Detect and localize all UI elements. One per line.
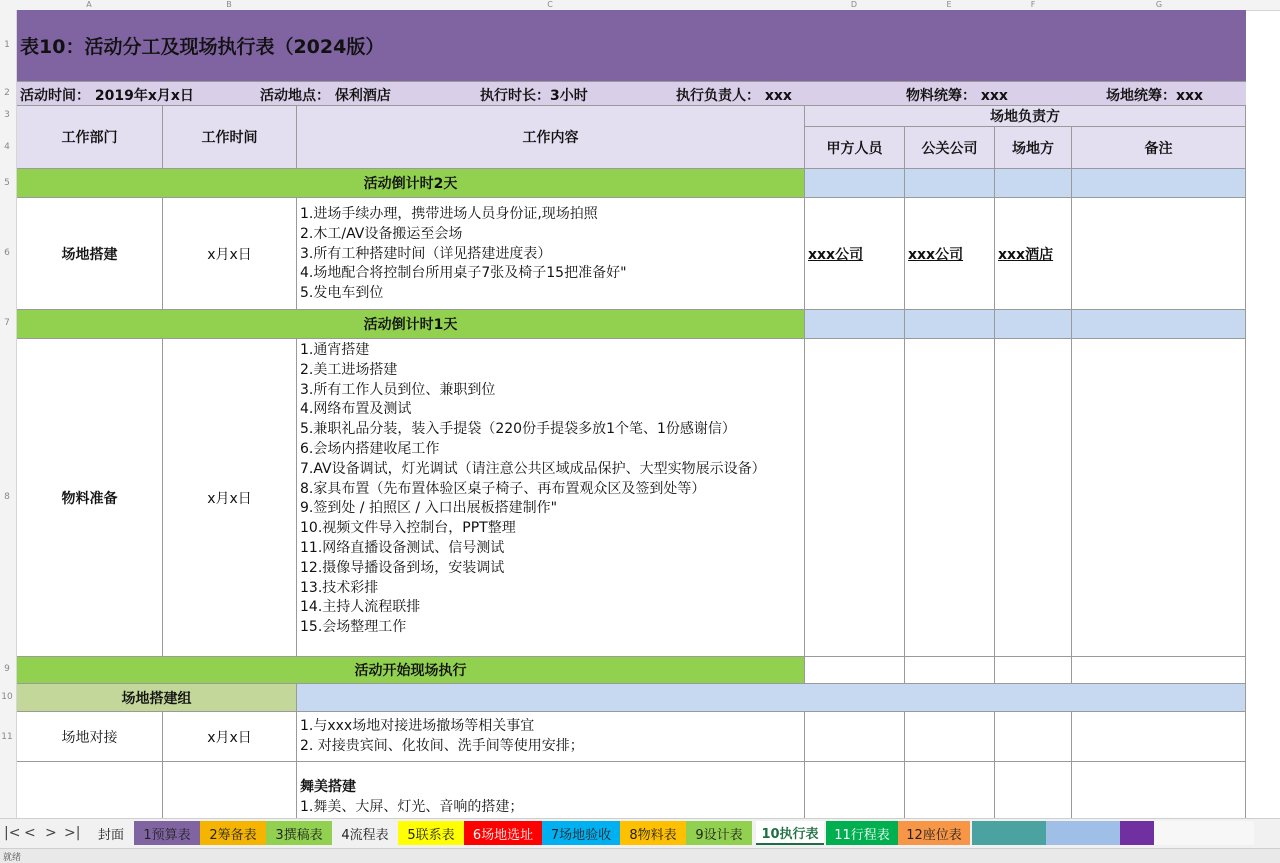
venue-value: xxx酒店 — [998, 246, 1054, 263]
row-header-7[interactable]: 7 — [4, 318, 10, 328]
section-setup-group[interactable]: 场地搭建组 — [17, 684, 297, 712]
content-heading: 舞美搭建 — [300, 779, 356, 795]
content-line: 2.美工进场搭建 — [300, 361, 398, 378]
info-site: 场地统筹：xxx — [1106, 88, 1204, 104]
content-line: 4.网络布置及测试 — [300, 401, 412, 418]
cell-blank[interactable] — [17, 762, 163, 818]
content-line: 7.AV设备调试，灯光调试（请注意公共区域成品保护、大型实物展示设备） — [300, 460, 766, 477]
status-text: 就绪 — [3, 853, 22, 863]
cell-blank[interactable] — [1072, 762, 1246, 818]
cell-content-setup[interactable] — [297, 198, 805, 310]
tab-seating[interactable]: 12座位表 — [898, 821, 970, 845]
row-header-2[interactable]: 2 — [4, 88, 10, 98]
cell-blank[interactable] — [995, 657, 1072, 684]
row-header-1[interactable]: 1 — [4, 40, 10, 50]
cell-blank[interactable] — [805, 712, 905, 762]
content-line: 6.会场内搭建收尾工作 — [300, 440, 440, 457]
tab-preparation[interactable]: 2筹备表 — [200, 821, 266, 845]
section-countdown-2-days[interactable]: 活动倒计时2天 — [17, 169, 805, 198]
tab-execution[interactable]: 10执行表 — [756, 821, 824, 845]
cell-blank[interactable] — [805, 310, 905, 339]
cell-content-stage[interactable] — [297, 762, 805, 818]
cell-time-liaison[interactable]: x月x日 — [163, 712, 297, 762]
cell-blank[interactable] — [163, 762, 297, 818]
section-live-execution[interactable]: 活动开始现场执行 — [17, 657, 805, 684]
cell-blank[interactable] — [905, 169, 995, 198]
tab-budget[interactable]: 1预算表 — [134, 821, 200, 845]
sheet-title[interactable]: 表10：活动分工及现场执行表（2024版） — [17, 10, 1246, 82]
content-line: 5.兼职礼品分装，装入手提袋（220份手提袋多放1个笔、1份感谢信） — [300, 421, 736, 438]
header-venue[interactable]: 场地方 — [995, 127, 1072, 169]
content-line: 15.会场整理工作 — [300, 619, 407, 636]
first-sheet-icon[interactable]: |< — [4, 825, 21, 841]
tab-contacts[interactable]: 5联系表 — [398, 821, 464, 845]
content-line: 12.摄像导播设备到场，安装调试 — [300, 559, 505, 576]
tab-itinerary[interactable]: 11行程表 — [826, 821, 898, 845]
cell-blank[interactable] — [805, 339, 905, 657]
tab-bar-blank — [1154, 821, 1254, 845]
cell-blank[interactable] — [905, 762, 995, 818]
status-bar — [0, 848, 1280, 863]
content-line: 2. 对接贵宾间、化妆间、洗手间等使用安排； — [300, 737, 584, 754]
content-line: 2.木工/AV设备搬运至会场 — [300, 225, 463, 242]
content-line: 1.与xxx场地对接进场撤场等相关事宜 — [300, 718, 535, 734]
cell-blank[interactable] — [995, 310, 1072, 339]
info-place: 活动地点： 保利酒店 — [260, 88, 391, 104]
content-line: 14.主持人流程联排 — [300, 599, 421, 616]
cell-party-a-setup[interactable] — [805, 198, 905, 310]
row-header-3[interactable]: 3 — [4, 110, 10, 120]
cell-blank[interactable] — [905, 657, 995, 684]
tab-obscured[interactable] — [1120, 821, 1154, 845]
cell-blank[interactable] — [805, 169, 905, 198]
cell-blank[interactable] — [1072, 339, 1246, 657]
cell-dept-liaison[interactable]: 场地对接 — [17, 712, 163, 762]
tab-design[interactable]: 9设计表 — [686, 821, 752, 845]
content-line: 8.家具布置（先布置体验区桌子椅子、再布置观众区及签到处等） — [300, 480, 706, 497]
cell-blank[interactable] — [297, 684, 1246, 712]
cell-notes-setup[interactable] — [1072, 198, 1246, 310]
cell-dept-setup[interactable]: 场地搭建 — [17, 198, 163, 310]
row-header-11[interactable]: 11 — [1, 732, 13, 742]
content-line: 4.场地配合将控制台所用桌子7张及椅子15把准备好" — [300, 265, 627, 282]
tab-materials[interactable]: 8物料表 — [620, 821, 686, 845]
content-line: 10.视频文件导入控制台，PPT整理 — [300, 520, 516, 537]
cell-blank[interactable] — [995, 712, 1072, 762]
row-header-6[interactable]: 6 — [4, 248, 10, 258]
content-line: 13.技术彩排 — [300, 579, 379, 596]
tab-writing[interactable]: 3撰稿表 — [266, 821, 332, 845]
cell-blank[interactable] — [995, 339, 1072, 657]
header-party-a[interactable]: 甲方人员 — [805, 127, 905, 169]
header-content[interactable]: 工作内容 — [297, 106, 805, 169]
prev-sheet-icon[interactable]: < — [24, 825, 36, 841]
header-time[interactable]: 工作时间 — [163, 106, 297, 169]
row-header-10[interactable]: 10 — [1, 692, 13, 702]
cell-blank[interactable] — [995, 762, 1072, 818]
tab-venue-acceptance[interactable]: 7场地验收 — [542, 821, 620, 845]
row-header-4[interactable]: 4 — [4, 142, 10, 152]
cell-blank[interactable] — [805, 762, 905, 818]
cell-time-setup[interactable]: x月x日 — [163, 198, 297, 310]
spreadsheet-grid[interactable] — [17, 10, 1280, 818]
content-line: 11.网络直播设备测试、信号测试 — [300, 539, 505, 556]
content-line: 1.舞美、大屏、灯光、音响的搭建； — [300, 798, 524, 815]
column-header-f[interactable]: F — [1030, 0, 1036, 9]
cell-blank[interactable] — [905, 310, 995, 339]
tab-obscured[interactable] — [972, 821, 1046, 845]
cell-blank[interactable] — [995, 169, 1072, 198]
column-header-a[interactable]: A — [86, 0, 92, 9]
row-header-5[interactable]: 5 — [4, 178, 10, 188]
cell-blank[interactable] — [1072, 169, 1246, 198]
next-sheet-icon[interactable]: > — [45, 825, 57, 841]
content-line: 5.发电车到位 — [300, 285, 384, 302]
cell-blank[interactable] — [1072, 657, 1246, 684]
column-header-d[interactable]: D — [850, 0, 858, 9]
info-duration: 执行时长：3小时 — [480, 88, 588, 104]
column-header-c[interactable]: C — [547, 0, 553, 9]
info-material: 物料统筹： xxx — [906, 88, 1008, 104]
sheet-tab-bar — [0, 818, 1280, 849]
cell-blank[interactable] — [905, 712, 995, 762]
cell-blank[interactable] — [1072, 310, 1246, 339]
info-owner: 执行负责人： xxx — [676, 88, 792, 104]
cell-blank[interactable] — [1072, 712, 1246, 762]
row-header-8[interactable]: 8 — [4, 492, 10, 502]
row-header-9[interactable]: 9 — [4, 664, 10, 674]
column-header-e[interactable]: E — [946, 0, 952, 9]
info-time: 活动时间： 2019年x月x日 — [20, 88, 194, 104]
cell-blank[interactable] — [805, 657, 905, 684]
tab-venue-selection[interactable]: 6场地选址 — [464, 821, 542, 845]
tab-obscured[interactable] — [1046, 821, 1120, 845]
tab-cover[interactable]: 封面 — [97, 827, 124, 843]
cell-venue-setup[interactable] — [995, 198, 1072, 310]
header-pr-company[interactable]: 公关公司 — [905, 127, 995, 169]
content-line: 3.所有工种搭建时间（详见搭建进度表） — [300, 245, 552, 262]
header-responsible[interactable]: 场地负责方 — [805, 106, 1246, 127]
header-notes[interactable]: 备注 — [1072, 127, 1246, 169]
content-line: 9.签到处 / 拍照区 / 入口出展板搭建制作" — [300, 500, 558, 517]
column-header-g[interactable]: G — [1155, 0, 1163, 9]
last-sheet-icon[interactable]: >| — [64, 825, 81, 841]
cell-time-materials[interactable]: x月x日 — [163, 339, 297, 657]
party-a-value: xxx公司 — [808, 246, 864, 263]
info-row[interactable] — [17, 82, 1246, 106]
row-header-bar — [0, 10, 17, 818]
cell-blank[interactable] — [905, 339, 995, 657]
section-countdown-1-day[interactable]: 活动倒计时1天 — [17, 310, 805, 339]
content-line: 3.所有工作人员到位、兼职到位 — [300, 381, 496, 398]
header-dept[interactable]: 工作部门 — [17, 106, 163, 169]
cell-dept-materials[interactable]: 物料准备 — [17, 339, 163, 657]
tab-process[interactable]: 4流程表 — [341, 827, 389, 843]
cell-pr-setup[interactable] — [905, 198, 995, 310]
pr-value: xxx公司 — [908, 246, 964, 263]
content-line: 1.进场手续办理，携带进场人员身份证,现场拍照 — [300, 206, 598, 222]
column-header-b[interactable]: B — [226, 0, 232, 9]
content-line: 1.通宵搭建 — [300, 342, 370, 358]
cell-content-materials[interactable] — [297, 339, 805, 657]
cell-content-liaison[interactable] — [297, 712, 805, 762]
